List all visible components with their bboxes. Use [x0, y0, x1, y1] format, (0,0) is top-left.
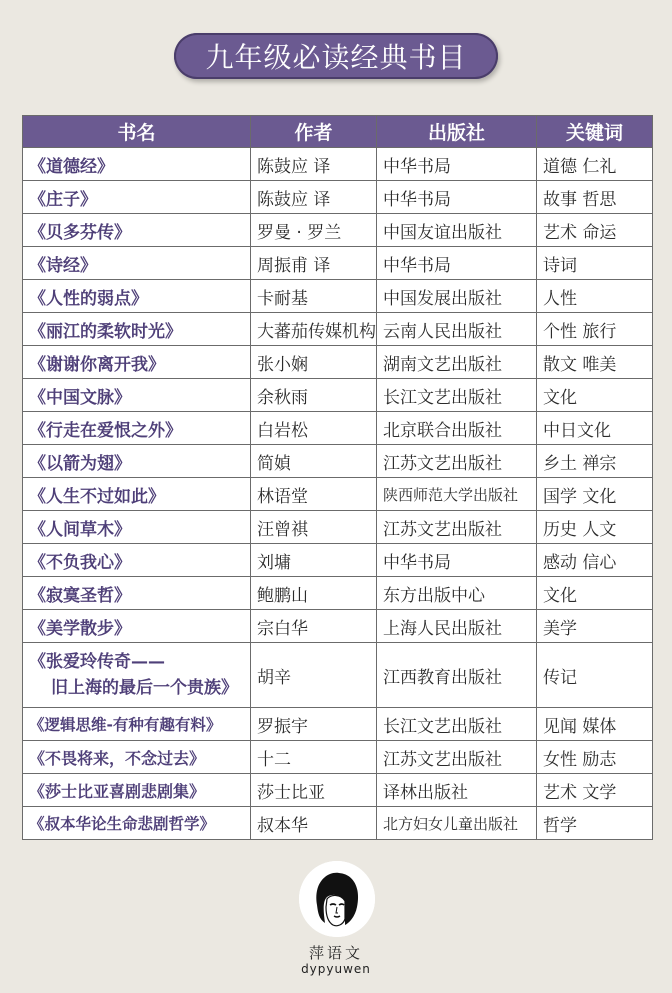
book-author: 刘墉	[251, 544, 377, 577]
book-publisher: 江苏文艺出版社	[377, 741, 537, 774]
title-banner	[174, 33, 498, 79]
book-name-line1: 《张爱玲传奇——	[29, 652, 165, 672]
table-row	[23, 741, 653, 774]
book-publisher: 北京联合出版社	[377, 412, 537, 445]
book-keywords: 艺术 文学	[537, 774, 653, 807]
book-publisher: 长江文艺出版社	[377, 379, 537, 412]
page-title: 九年级必读经典书目	[205, 41, 467, 74]
header-book-name: 书名	[23, 116, 251, 148]
book-publisher: 中华书局	[377, 247, 537, 280]
book-author: 林语堂	[251, 478, 377, 511]
book-name: 《寂寞圣哲》	[23, 577, 251, 610]
book-publisher: 中国友谊出版社	[377, 214, 537, 247]
table-row	[23, 214, 653, 247]
book-name: 《中国文脉》	[23, 379, 251, 412]
book-author: 罗曼 · 罗兰	[251, 214, 377, 247]
book-name: 《人性的弱点》	[23, 280, 251, 313]
book-publisher: 陕西师范大学出版社	[377, 478, 537, 511]
book-author: 张小娴	[251, 346, 377, 379]
table-row	[23, 478, 653, 511]
book-author: 宗白华	[251, 610, 377, 643]
book-name: 《逻辑思维-有种有趣有料》	[23, 708, 251, 741]
table-row	[23, 280, 653, 313]
table-row	[23, 346, 653, 379]
book-keywords: 诗词	[537, 247, 653, 280]
book-name	[23, 643, 251, 708]
book-publisher: 中国发展出版社	[377, 280, 537, 313]
book-publisher: 中华书局	[377, 181, 537, 214]
book-name: 《道德经》	[23, 148, 251, 181]
book-author: 胡辛	[251, 643, 377, 708]
book-keywords: 国学 文化	[537, 478, 653, 511]
book-author: 白岩松	[251, 412, 377, 445]
book-author: 十二	[251, 741, 377, 774]
book-name-line2: 旧上海的最后一个贵族》	[51, 678, 238, 698]
book-keywords: 散文 唯美	[537, 346, 653, 379]
table-row	[23, 774, 653, 807]
book-name: 《诗经》	[23, 247, 251, 280]
book-author: 大蕃茄传媒机构	[251, 313, 377, 346]
book-keywords: 感动 信心	[537, 544, 653, 577]
book-keywords: 中日文化	[537, 412, 653, 445]
table-row	[23, 313, 653, 346]
book-name: 《人间草木》	[23, 511, 251, 544]
book-name: 《不负我心》	[23, 544, 251, 577]
book-author: 莎士比亚	[251, 774, 377, 807]
book-publisher: 译林出版社	[377, 774, 537, 807]
book-publisher: 中华书局	[377, 544, 537, 577]
book-publisher: 上海人民出版社	[377, 610, 537, 643]
book-name: 《谢谢你离开我》	[23, 346, 251, 379]
brand-name: 萍语文	[308, 944, 363, 962]
header-author: 作者	[251, 116, 377, 148]
book-publisher: 江苏文艺出版社	[377, 511, 537, 544]
table-row	[23, 247, 653, 280]
table-row	[23, 181, 653, 214]
book-publisher: 江苏文艺出版社	[377, 445, 537, 478]
book-keywords: 见闻 媒体	[537, 708, 653, 741]
book-publisher: 云南人民出版社	[377, 313, 537, 346]
brand-logo	[299, 861, 375, 937]
book-keywords: 女性 励志	[537, 741, 653, 774]
book-author: 叔本华	[251, 807, 377, 840]
table-row	[23, 577, 653, 610]
book-name: 《贝多芬传》	[23, 214, 251, 247]
book-name: 《庄子》	[23, 181, 251, 214]
book-name: 《行走在爱恨之外》	[23, 412, 251, 445]
book-publisher: 江西教育出版社	[377, 643, 537, 708]
portrait-icon	[299, 861, 375, 937]
table-row	[23, 807, 653, 840]
book-author: 卡耐基	[251, 280, 377, 313]
book-name: 《莎士比亚喜剧悲剧集》	[23, 774, 251, 807]
book-author: 汪曾祺	[251, 511, 377, 544]
book-publisher: 北方妇女儿童出版社	[377, 807, 537, 840]
book-author: 余秋雨	[251, 379, 377, 412]
book-author: 罗振宇	[251, 708, 377, 741]
table-row	[23, 544, 653, 577]
table-header-row	[23, 116, 653, 148]
table-row	[23, 445, 653, 478]
book-author: 陈鼓应 译	[251, 148, 377, 181]
book-publisher: 东方出版中心	[377, 577, 537, 610]
table-row	[23, 643, 653, 708]
book-keywords: 哲学	[537, 807, 653, 840]
book-publisher: 长江文艺出版社	[377, 708, 537, 741]
book-name: 《不畏将来，不念过去》	[23, 741, 251, 774]
book-author: 简媜	[251, 445, 377, 478]
book-keywords: 传记	[537, 643, 653, 708]
header-keywords: 关键词	[537, 116, 653, 148]
book-list-table	[22, 115, 653, 840]
book-author: 陈鼓应 译	[251, 181, 377, 214]
book-name: 《人生不过如此》	[23, 478, 251, 511]
book-keywords: 美学	[537, 610, 653, 643]
table-row	[23, 708, 653, 741]
book-publisher: 中华书局	[377, 148, 537, 181]
book-name: 《以箭为翅》	[23, 445, 251, 478]
book-keywords: 文化	[537, 379, 653, 412]
book-author: 鲍鹏山	[251, 577, 377, 610]
book-keywords: 艺术 命运	[537, 214, 653, 247]
book-keywords: 人性	[537, 280, 653, 313]
table-row	[23, 412, 653, 445]
table-row	[23, 148, 653, 181]
book-name: 《丽江的柔软时光》	[23, 313, 251, 346]
header-publisher: 出版社	[377, 116, 537, 148]
book-author: 周振甫 译	[251, 247, 377, 280]
book-keywords: 乡土 禅宗	[537, 445, 653, 478]
brand-handle: dypyuwen	[301, 962, 371, 976]
table-row	[23, 379, 653, 412]
table-row	[23, 610, 653, 643]
book-name: 《美学散步》	[23, 610, 251, 643]
book-keywords: 道德 仁礼	[537, 148, 653, 181]
book-publisher: 湖南文艺出版社	[377, 346, 537, 379]
table-row	[23, 511, 653, 544]
book-keywords: 故事 哲思	[537, 181, 653, 214]
book-keywords: 个性 旅行	[537, 313, 653, 346]
book-keywords: 历史 人文	[537, 511, 653, 544]
book-name: 《叔本华论生命悲剧哲学》	[23, 807, 251, 840]
book-keywords: 文化	[537, 577, 653, 610]
